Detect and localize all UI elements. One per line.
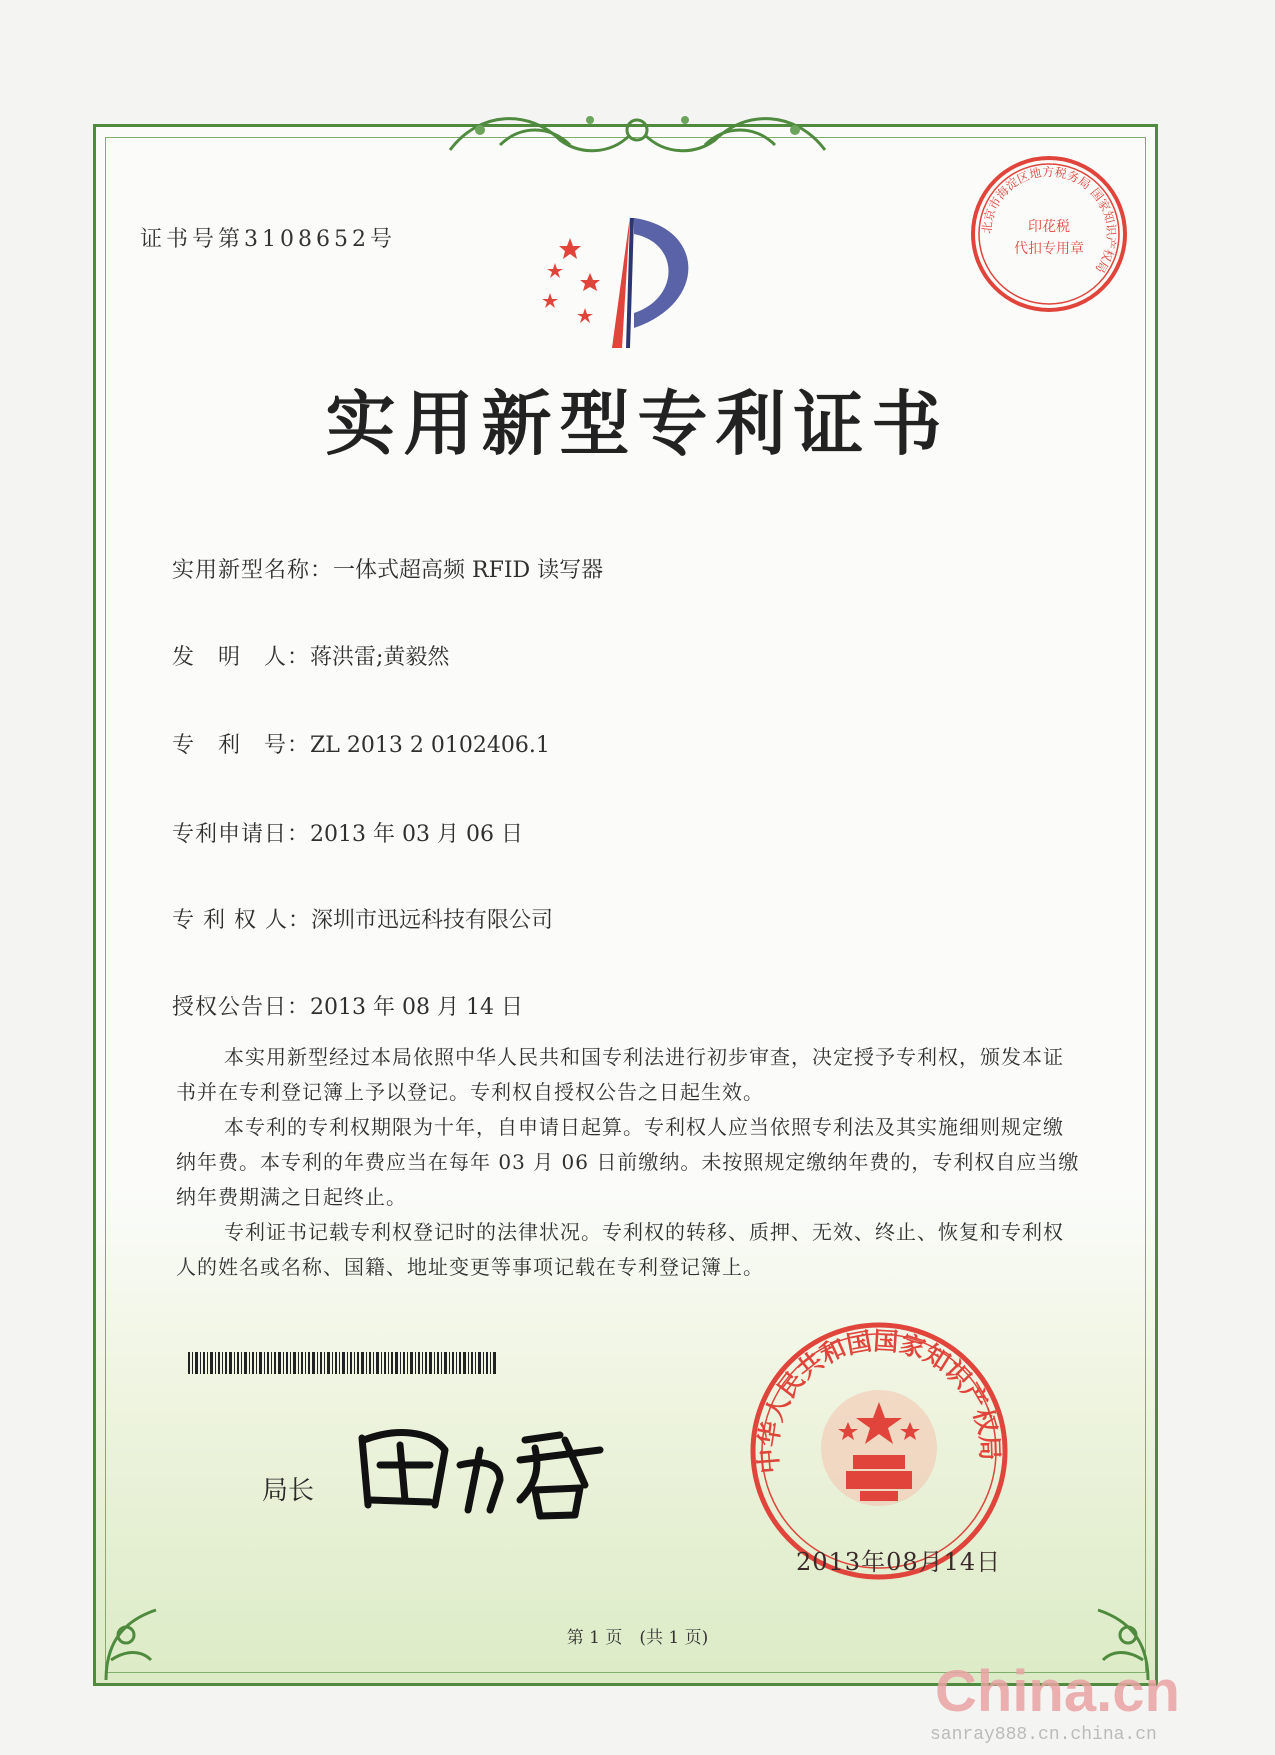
- tax-seal-ring-text: 北京市海淀区地方税务局 国家知识产权局: [979, 164, 1119, 276]
- china-cn-watermark: China.cn: [935, 1659, 1180, 1724]
- field-utility-model-name: [172, 553, 603, 584]
- barcode-icon: [188, 1352, 498, 1374]
- field-value: 深圳市迅远科技有限公司: [310, 908, 553, 933]
- field-value: 2013 年 03 月 06 日: [310, 822, 523, 847]
- paragraph-legal-status: 专利证书记载专利权登记时的法律状况。专利权的转移、质押、无效、终止、恢复和专利权人的姓名或名称、国籍、地址变更等事项记载在专利登记簿上。: [176, 1220, 1064, 1279]
- certificate-title: 实用新型专利证书: [325, 383, 950, 465]
- field-label: 发 明 人：: [172, 645, 311, 670]
- field-label: 专 利 号：: [172, 733, 311, 758]
- field-application-date: [172, 817, 523, 848]
- patent-office-logo-icon: [530, 208, 710, 356]
- field-label: 实用新型名称：: [172, 558, 334, 583]
- field-value: 蒋洪雷;黄毅然: [310, 645, 450, 670]
- paragraph-term-and-fees: 本专利的专利权期限为十年，自申请日起算。专利权人应当依照专利法及其实施细则规定缴纳年费。本专利的年费应当在每年 03 月 06 日前缴纳。未按照规定缴纳年费的，专利权自应当缴纳年费期满之日起终止。: [176, 1115, 1080, 1209]
- field-grant-date: [172, 990, 523, 1021]
- tax-seal-center-2: 代扣专用章: [1014, 241, 1084, 257]
- certificate-number: 证书号第3108652号: [140, 227, 396, 252]
- field-patent-number: [172, 728, 550, 759]
- tax-seal-center-1: 印花税: [1028, 219, 1070, 235]
- seal-date: 2013年08月14日: [796, 1548, 1002, 1576]
- director-signature: [350, 1410, 630, 1525]
- field-label: 授权公告日：: [172, 995, 311, 1020]
- field-value: 一体式超高频 RFID 读写器: [333, 558, 604, 583]
- top-ornament-icon: [440, 100, 835, 162]
- tax-seal-icon: [968, 153, 1130, 315]
- field-label: 专利申请日：: [172, 822, 311, 847]
- page-number: 第 1 页 (共 1 页): [566, 1628, 709, 1648]
- field-patentee: [172, 903, 553, 934]
- paragraph-grant-decision: 本实用新型经过本局依照中华人民共和国专利法进行初步审查，决定授予专利权，颁发本证书并在专利登记簿上予以登记。专利权自授权公告之日起生效。: [176, 1045, 1064, 1104]
- field-value: ZL 2013 2 0102406.1: [310, 733, 550, 758]
- seal-ring-text: 中华人民共和国国家知识产权局: [753, 1326, 1005, 1475]
- field-inventor: [172, 640, 449, 671]
- field-value: 2013 年 08 月 14 日: [310, 995, 523, 1020]
- field-label: 专 利 权 人：: [172, 908, 311, 933]
- watermark-url: sanray888.cn.china.cn: [930, 1725, 1157, 1745]
- director-label: 局长: [262, 1476, 315, 1506]
